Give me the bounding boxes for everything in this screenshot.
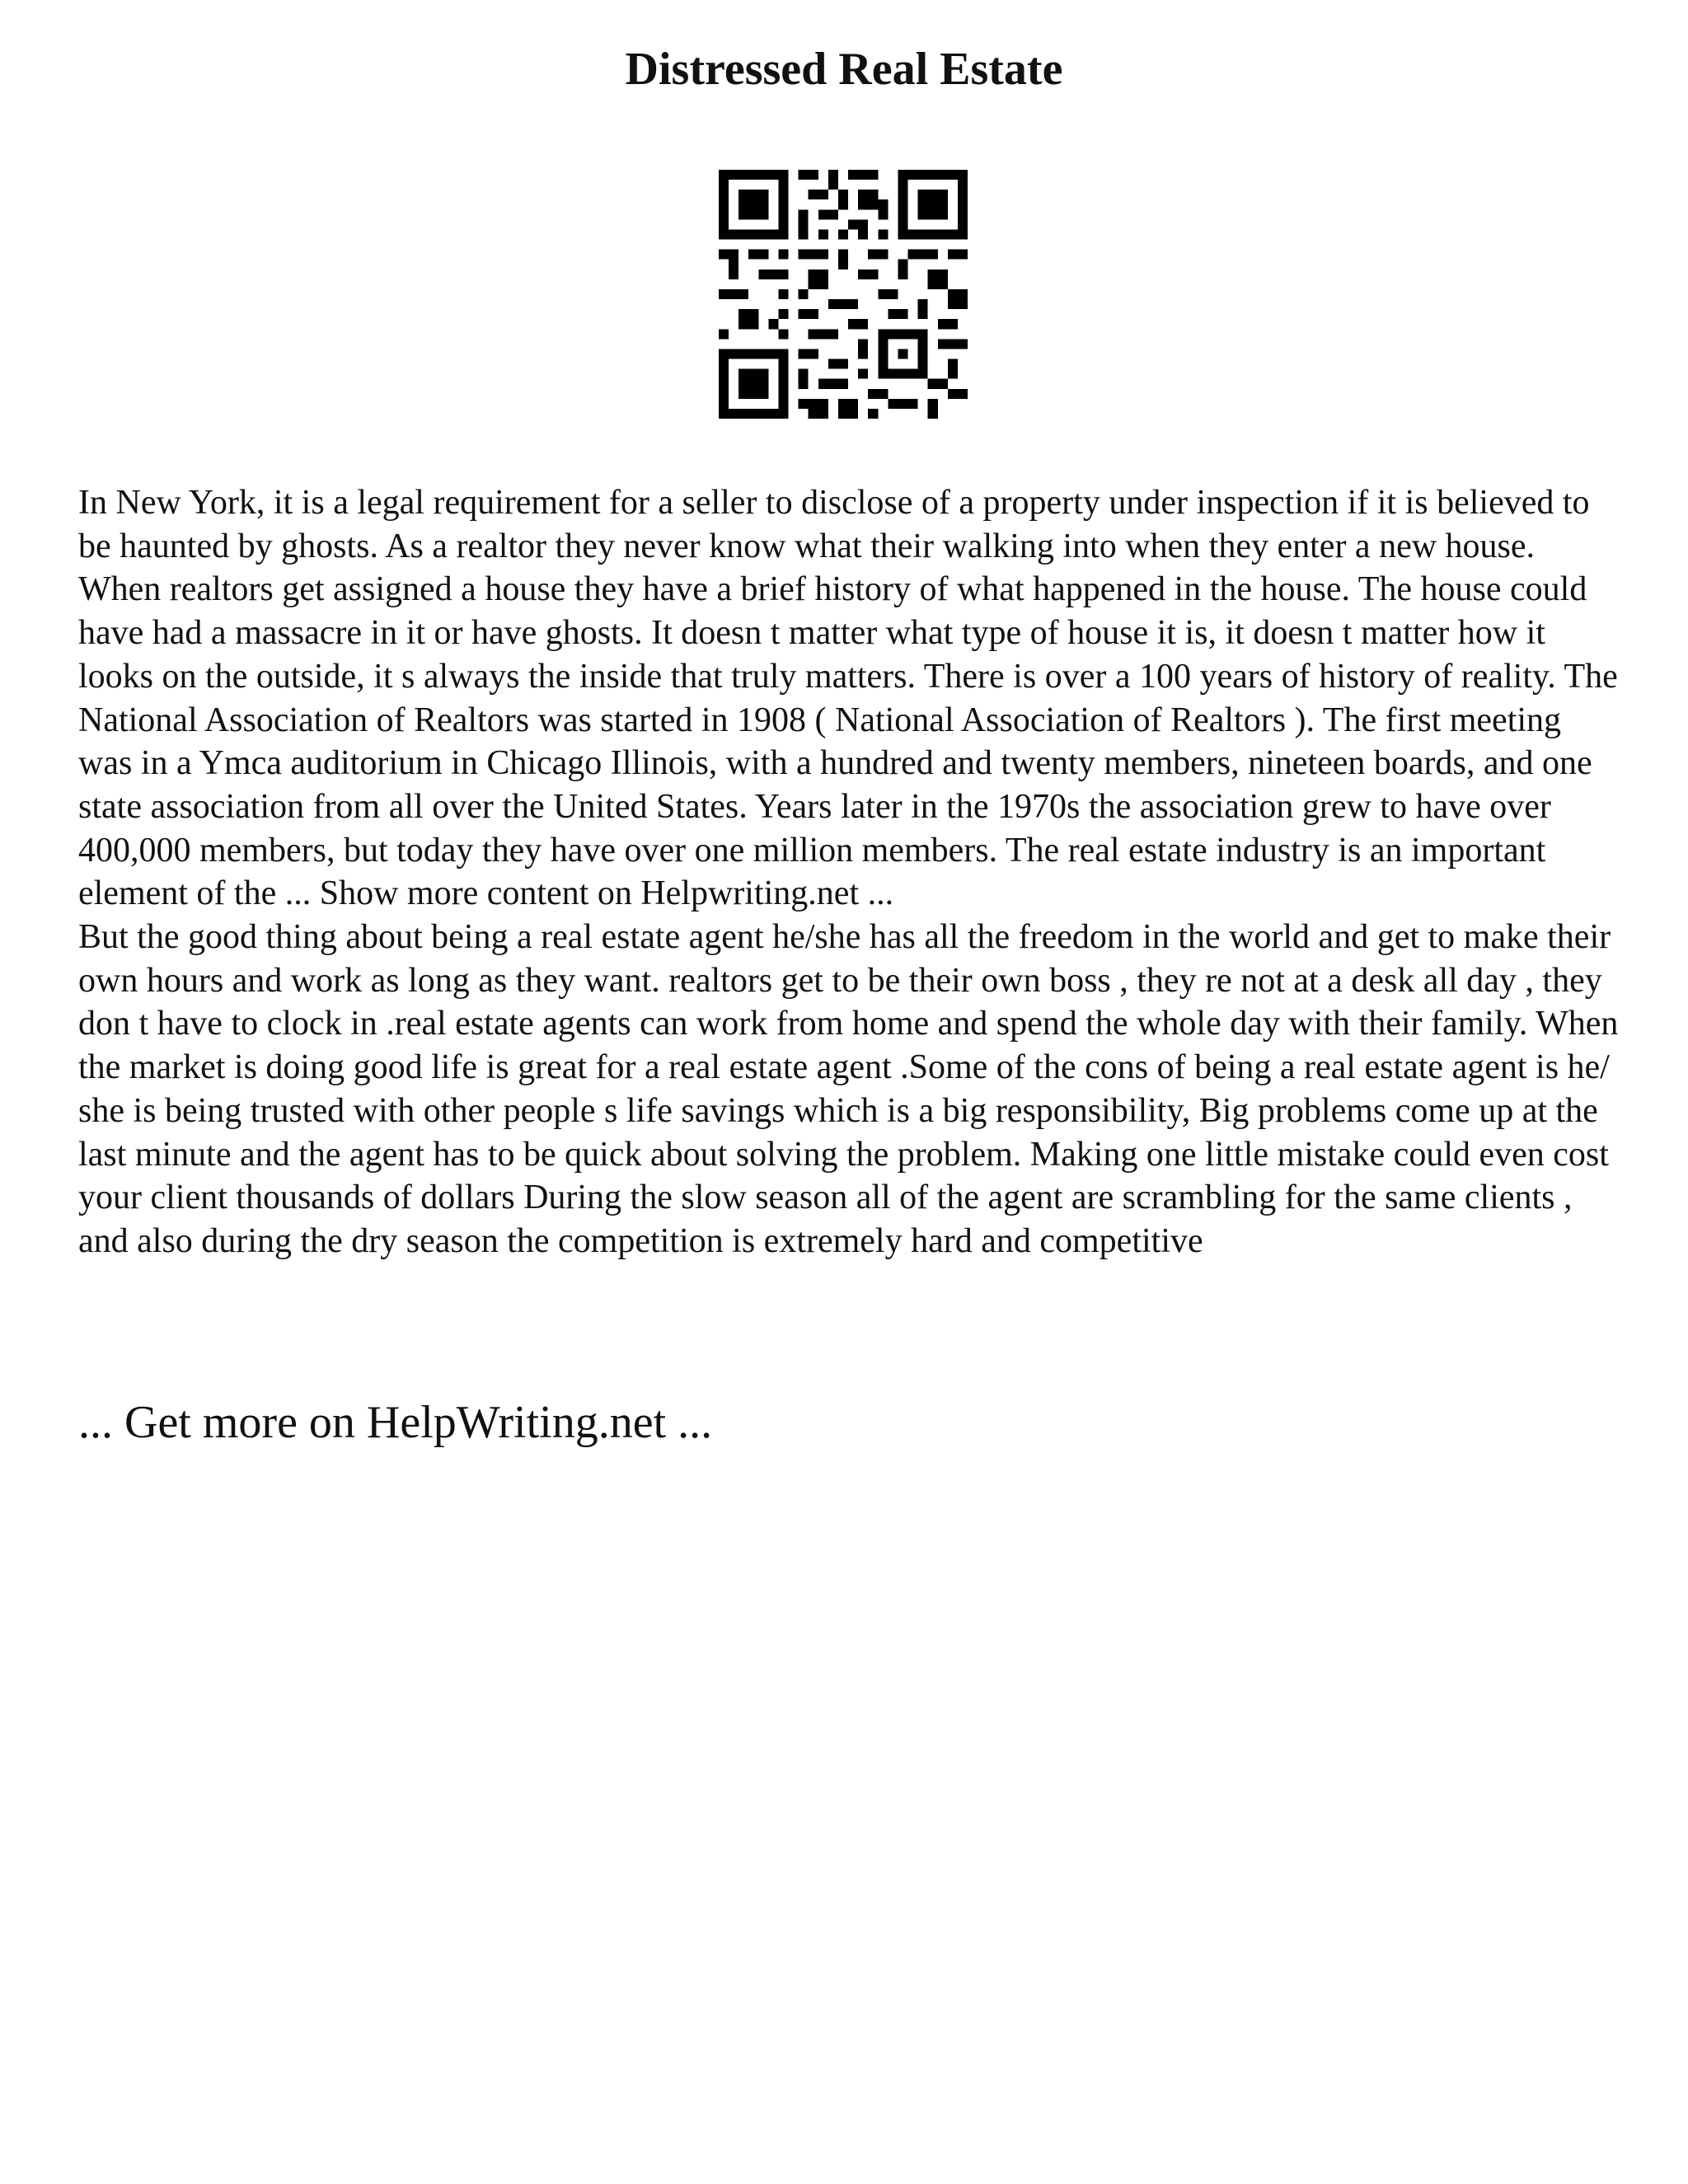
paragraph: In New York, it is a legal requirement for a seller to disclose of a property under inspection if it is believed to be haunted by ghosts. As a realtor they never know what their walking into when they enter a new house. When realtors get assigned a house they have a brief history of what happened in the house. The house could have had a massacre in it or have ghosts. It doesn t matter what type of house it is, it doesn t matter how it looks on the outside, it s always the inside that truly matters. There is over a 100 years of history of reality. The National Association of Realtors was started in 1908 ( National Association of Realtors ). The first meeting was in a Ymca auditorium in Chicago Illinois, with a hundred and twenty members, nineteen boards, and one state association from all over the United States. Years later in the 1970s the association grew to have over 400,000 members, but today they have over one million members. The real estate industry is an important element of the ... Show more content on Helpwriting.net ... xyxy=(78,484,1618,913)
article-body xyxy=(78,481,1620,1263)
qr-code-icon[interactable] xyxy=(719,170,968,419)
get-more-link[interactable]: ... Get more on HelpWriting.net ... xyxy=(78,1397,713,1448)
page-title: Distressed Real Estate xyxy=(625,44,1063,95)
paragraph: But the good thing about being a real estate agent he/she has all the freedom in the world and get to make their own hours and work as long as they want. realtors get to be their own boss , they re not at a desk all day , they don t have to clock in .real estate agents can work from home and spend the whole day with their family. When the market is doing good life is great for a real estate agent .Some of the cons of being a real estate agent is he/ she is being trusted with other people s life savings which is a big responsibility, Big problems come up at the last minute and the agent has to be quick about solving the problem. Making one little mistake could even cost your client thousands of dollars During the slow season all of the agent are scrambling for the same clients , and also during the dry season the competition is extremely hard and competitive xyxy=(78,918,1619,1260)
